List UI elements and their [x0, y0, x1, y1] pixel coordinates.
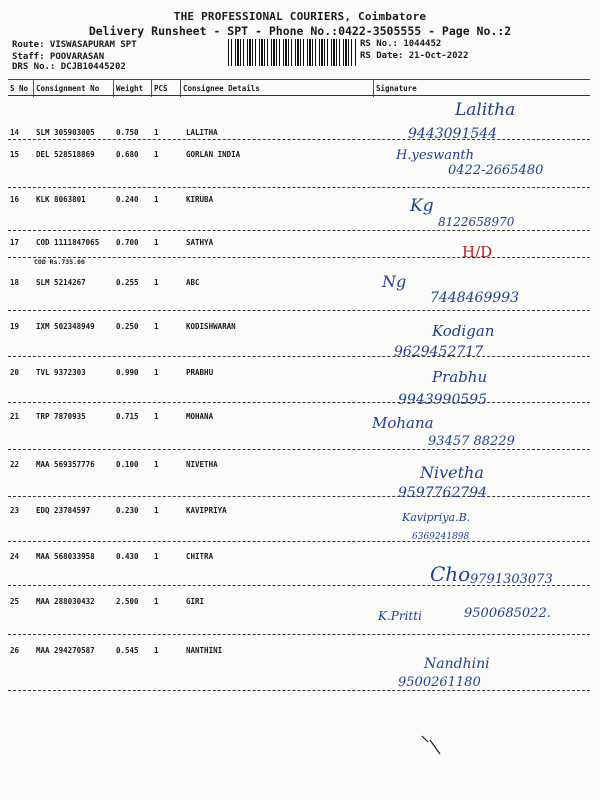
row-separator [8, 310, 590, 311]
barcode-bar [315, 39, 316, 66]
col-consignee: Consignee Details [183, 84, 260, 93]
rs-block [360, 38, 468, 62]
cell-weight: 0.250 [116, 322, 139, 331]
barcode-bar [237, 39, 239, 66]
cell-consignment: MAA 294270587 [36, 646, 95, 655]
cell-consignment: KLK 8063801 [36, 195, 86, 204]
cell-sno: 18 [10, 278, 20, 287]
cell-sno: 23 [10, 506, 20, 515]
barcode-bar [261, 39, 263, 66]
cell-weight: 0.700 [116, 238, 139, 247]
cell-consignment: COD 1111847065 [36, 238, 100, 247]
rs-number: RS No.: 1044452 [360, 39, 442, 49]
barcode-bar [331, 39, 332, 66]
cell-pcs: 1 [154, 128, 159, 137]
signature-scribble: Mohana [372, 414, 434, 432]
cell-consignee: ABC [186, 278, 200, 287]
runsheet-subtitle: Delivery Runsheet - SPT - Phone No.:0422-3505555 - Page No.:2 [88, 24, 512, 38]
row-separator [8, 356, 590, 357]
row-separator [8, 634, 590, 635]
cell-sno: 21 [10, 412, 20, 421]
route-staff-block [12, 39, 137, 63]
row-separator [8, 449, 590, 450]
cell-consignee: GIRI [186, 597, 205, 606]
signature-phone: 9629452717 [394, 344, 484, 360]
barcode-bar [285, 39, 287, 66]
cell-consignee: NIVETHA [186, 460, 218, 469]
barcode-bar [247, 39, 248, 66]
signature-scribble: H/D [462, 243, 493, 261]
col-consignment: Consignment No [36, 84, 100, 93]
barcode-bar [345, 39, 347, 66]
barcode-bar [276, 39, 277, 66]
barcode-bar [324, 39, 325, 66]
cell-weight: 0.715 [116, 412, 139, 421]
cell-consignment: SLM 305903005 [36, 128, 95, 137]
barcode-bar [327, 39, 328, 66]
row-separator [8, 257, 590, 258]
cell-consignee: GORLAN INDIA [186, 150, 241, 159]
drs-number: DRS No.: DCJB10445202 [12, 62, 126, 72]
barcode-bar [240, 39, 241, 66]
cell-consignee: LALITHA [186, 128, 218, 137]
cell-sno: 16 [10, 195, 20, 204]
signature-scribble: Kavipriya.B. [402, 511, 471, 524]
cell-weight: 0.545 [116, 646, 139, 655]
barcode-bar [231, 39, 232, 66]
signature-phone: 9443091544 [408, 126, 498, 142]
cell-consignment: MAA 569357776 [36, 460, 95, 469]
cell-weight: 0.240 [116, 195, 139, 204]
cell-consignment: TVL 9372303 [36, 368, 86, 377]
signature-phone: 8122658970 [438, 215, 515, 229]
signature-scribble: Kodigan [432, 322, 495, 340]
cell-sno: 20 [10, 368, 20, 377]
cell-consignment: SLM 5214267 [36, 278, 86, 287]
cell-consignment: MAA 568033958 [36, 552, 95, 561]
cell-pcs: 1 [154, 412, 159, 421]
header-rule [8, 95, 590, 96]
cell-pcs: 1 [154, 506, 159, 515]
signature-phone: 6369241898 [412, 532, 470, 542]
barcode-bar [348, 39, 349, 66]
cell-sno: 22 [10, 460, 20, 469]
barcode-image [228, 39, 356, 66]
barcode-bar [255, 39, 256, 66]
cell-consignment: MAA 288030432 [36, 597, 95, 606]
barcode-bar [228, 39, 229, 66]
signature-scribble: Ng [382, 272, 407, 291]
barcode-bar [279, 39, 280, 66]
signature-scribble: Lalitha [455, 100, 516, 120]
barcode-bar [249, 39, 251, 66]
cell-sno: 17 [10, 238, 20, 247]
cell-sno: 14 [10, 128, 20, 137]
col-weight: Weight [116, 84, 144, 93]
cell-pcs: 1 [154, 278, 159, 287]
cell-sno: 15 [10, 150, 20, 159]
cell-pcs: 1 [154, 552, 159, 561]
cell-consignment: EDQ 23784597 [36, 506, 91, 515]
barcode-bar [291, 39, 292, 66]
barcode-bar [307, 39, 308, 66]
cell-pcs: 1 [154, 322, 159, 331]
signature-scribble: H.yeswanth [396, 148, 475, 163]
signature-scribble: Prabhu [432, 368, 488, 386]
barcode-bar [312, 39, 313, 66]
signature-phone: 9943990595 [398, 392, 488, 408]
cell-pcs: 1 [154, 460, 159, 469]
row-separator [8, 541, 590, 542]
barcode-bar [336, 39, 337, 66]
row-separator [8, 402, 590, 403]
cell-consignee: KODISHWARAN [186, 322, 236, 331]
pen-mark [420, 732, 450, 756]
signature-phone: 7448469993 [430, 290, 520, 306]
cell-pcs: 1 [154, 238, 159, 247]
barcode-bar [333, 39, 335, 66]
barcode-bar [339, 39, 340, 66]
row-separator [8, 187, 590, 188]
barcode-bar [343, 39, 344, 66]
barcode-bar [267, 39, 268, 66]
cell-weight: 0.230 [116, 506, 139, 515]
cell-pcs: 1 [154, 597, 159, 606]
signature-phone: 9597762794 [398, 485, 488, 501]
row-separator [8, 230, 590, 231]
barcode-bar [283, 39, 284, 66]
table-header [8, 79, 590, 96]
cell-consignee: MOHANA [186, 412, 214, 421]
signature-phone: 0422-2665480 [448, 163, 544, 178]
signature-scribble: K.Pritti [378, 609, 422, 623]
signature-phone: 9500685022. [464, 606, 551, 621]
cell-weight: 0.990 [116, 368, 139, 377]
cell-weight: 0.255 [116, 278, 139, 287]
cell-pcs: 1 [154, 368, 159, 377]
barcode-bar [309, 39, 311, 66]
barcode-bar [351, 39, 352, 66]
barcode-bar [300, 39, 301, 66]
cell-sno: 19 [10, 322, 20, 331]
cell-weight: 2.500 [116, 597, 139, 606]
signature-phone: 9500261180 [398, 675, 481, 690]
cell-weight: 0.680 [116, 150, 139, 159]
row-separator [8, 139, 590, 140]
barcode-bar [297, 39, 299, 66]
cell-pcs: 1 [154, 646, 159, 655]
cell-consignment: IXM 502348949 [36, 322, 95, 331]
barcode-bar [259, 39, 260, 66]
cell-weight: 0.100 [116, 460, 139, 469]
barcode-bar [243, 39, 244, 66]
staff-label: Staff: POOVARASAN [12, 52, 105, 62]
row-separator [8, 690, 590, 691]
col-sno: S No [10, 84, 29, 93]
cell-consignee: NANTHINI [186, 646, 223, 655]
cell-sno: 24 [10, 552, 20, 561]
barcode-bar [319, 39, 320, 66]
barcode-bar [273, 39, 275, 66]
cell-consignee: KAVIPRIYA [186, 506, 227, 515]
signature-scribble: Nandhini [424, 656, 490, 672]
cell-consignee: PRABHU [186, 368, 214, 377]
col-signature: Signature [376, 84, 417, 93]
cell-pcs: 1 [154, 195, 159, 204]
company-title: THE PROFESSIONAL COURIERS, Coimbatore [173, 10, 427, 23]
cod-amount: COD Rs.735.00 [34, 258, 85, 266]
barcode-bar [288, 39, 289, 66]
barcode-bar [235, 39, 236, 66]
signature-phone: 9791303073 [470, 572, 553, 587]
row-separator [8, 496, 590, 497]
route-label: Route: VISWASAPURAM SPT [12, 40, 137, 50]
cell-consignee: KIRUBA [186, 195, 214, 204]
cell-weight: 0.430 [116, 552, 139, 561]
cell-consignee: SATHYA [186, 238, 214, 247]
barcode-bar [321, 39, 323, 66]
cell-weight: 0.750 [116, 128, 139, 137]
barcode-bar [252, 39, 253, 66]
signature-scribble: Nivetha [420, 463, 484, 482]
barcode-bar [264, 39, 265, 66]
signature-scribble: Kg [410, 196, 434, 216]
signature-phone: 93457 88229 [428, 434, 515, 449]
rs-date: RS Date: 21-Oct-2022 [360, 51, 469, 61]
barcode-bar [295, 39, 296, 66]
cell-sno: 25 [10, 597, 20, 606]
barcode-bar [303, 39, 304, 66]
col-pcs: PCS [154, 84, 168, 93]
cell-pcs: 1 [154, 150, 159, 159]
cell-consignment: DEL 528518869 [36, 150, 95, 159]
cell-sno: 26 [10, 646, 20, 655]
cell-consignee: CHITRA [186, 552, 214, 561]
barcode-bar [271, 39, 272, 66]
signature-scribble: Cho [430, 562, 471, 586]
barcode-bar [355, 39, 356, 66]
cell-consignment: TRP 7870935 [36, 412, 86, 421]
